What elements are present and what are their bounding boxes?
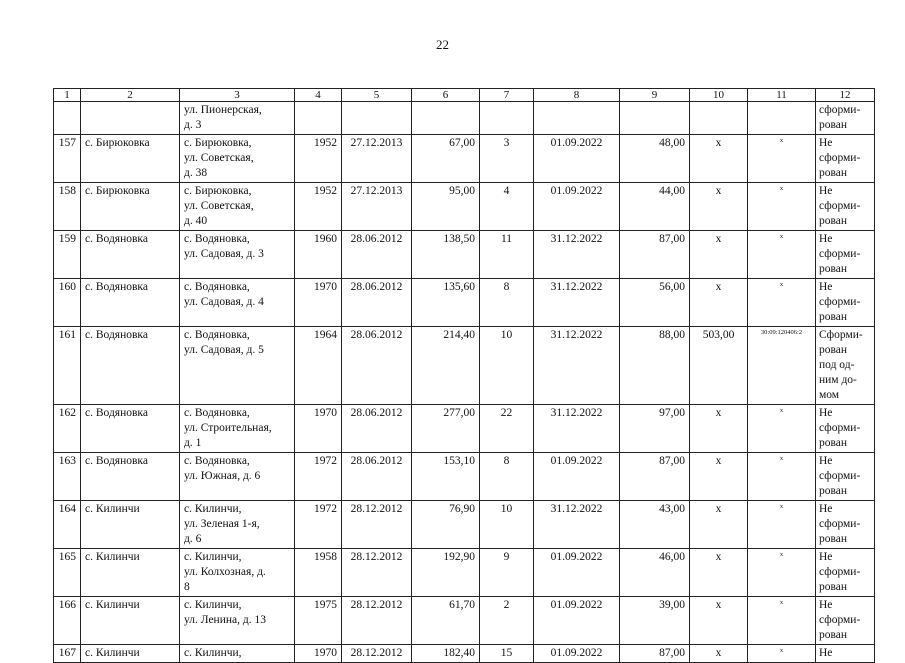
table-row: [54, 183, 875, 231]
table-row: [54, 549, 875, 597]
deadline-cell: 31.12.2022: [534, 501, 620, 549]
residents-cell: 22: [480, 405, 534, 453]
housing-table: [53, 88, 875, 663]
plot-status-cell: Не сформи- рован: [816, 231, 875, 279]
build-year-cell: 1975: [295, 597, 342, 645]
row-number-cell: 165: [54, 549, 81, 597]
table-row: [54, 645, 875, 663]
deadline-cell: 01.09.2022: [534, 135, 620, 183]
build-year-cell: 1960: [295, 231, 342, 279]
address-cell: с. Водяновка, ул. Южная, д. 6: [180, 453, 295, 501]
date-cell: 27.12.2013: [342, 135, 412, 183]
deadline-cell: [534, 102, 620, 135]
cadastral-number-cell: 30:09:120406:2: [748, 327, 816, 405]
wear-percent-cell: 44,00: [620, 183, 690, 231]
area-cell: 67,00: [412, 135, 480, 183]
column-header: 5: [342, 89, 412, 102]
date-cell: 28.06.2012: [342, 327, 412, 405]
wear-percent-cell: 88,00: [620, 327, 690, 405]
build-year-cell: 1964: [295, 327, 342, 405]
settlement-cell: с. Килинчи: [81, 549, 180, 597]
wear-percent-cell: 46,00: [620, 549, 690, 597]
residents-cell: 9: [480, 549, 534, 597]
address-cell: с. Водяновка, ул. Садовая, д. 4: [180, 279, 295, 327]
plot-status-cell: Не сформи- рован: [816, 405, 875, 453]
row-number-cell: 159: [54, 231, 81, 279]
deadline-cell: 01.09.2022: [534, 549, 620, 597]
deadline-cell: 31.12.2022: [534, 327, 620, 405]
deadline-cell: 31.12.2022: [534, 405, 620, 453]
cadastral-number-cell: x: [748, 597, 816, 645]
settlement-cell: [81, 102, 180, 135]
area-cell: 138,50: [412, 231, 480, 279]
plot-area-cell: x: [690, 597, 748, 645]
settlement-cell: с. Бирюковка: [81, 183, 180, 231]
column-header: 10: [690, 89, 748, 102]
cadastral-number-cell: x: [748, 135, 816, 183]
deadline-cell: 31.12.2022: [534, 279, 620, 327]
column-header: 3: [180, 89, 295, 102]
table-row: [54, 135, 875, 183]
date-cell: [342, 102, 412, 135]
page-number: 22: [436, 37, 449, 52]
build-year-cell: 1958: [295, 549, 342, 597]
date-cell: 28.12.2012: [342, 645, 412, 663]
row-number-cell: 164: [54, 501, 81, 549]
cadastral-number-cell: x: [748, 501, 816, 549]
address-cell: с. Водяновка, ул. Строительная, д. 1: [180, 405, 295, 453]
wear-percent-cell: 39,00: [620, 597, 690, 645]
build-year-cell: 1972: [295, 453, 342, 501]
build-year-cell: 1952: [295, 135, 342, 183]
table-row: [54, 597, 875, 645]
cadastral-number-cell: x: [748, 231, 816, 279]
area-cell: 277,00: [412, 405, 480, 453]
column-header: 12: [816, 89, 875, 102]
address-cell: с. Водяновка, ул. Садовая, д. 3: [180, 231, 295, 279]
cadastral-number-cell: x: [748, 279, 816, 327]
address-cell: ул. Пионерская, д. 3: [180, 102, 295, 135]
row-number-cell: 162: [54, 405, 81, 453]
cadastral-number-cell: x: [748, 405, 816, 453]
address-cell: с. Килинчи, ул. Ленина, д. 13: [180, 597, 295, 645]
date-cell: 27.12.2013: [342, 183, 412, 231]
plot-status-cell: сформи- рован: [816, 102, 875, 135]
plot-status-cell: Не сформи- рован: [816, 279, 875, 327]
area-cell: 95,00: [412, 183, 480, 231]
area-cell: [412, 102, 480, 135]
row-number-cell: 160: [54, 279, 81, 327]
settlement-cell: с. Водяновка: [81, 279, 180, 327]
address-cell: с. Бирюковка, ул. Советская, д. 38: [180, 135, 295, 183]
cadastral-number-cell: x: [748, 183, 816, 231]
date-cell: 28.06.2012: [342, 231, 412, 279]
column-header: 4: [295, 89, 342, 102]
row-number-cell: 161: [54, 327, 81, 405]
date-cell: 28.06.2012: [342, 279, 412, 327]
cadastral-number-cell: [748, 102, 816, 135]
settlement-cell: с. Водяновка: [81, 405, 180, 453]
plot-status-cell: Сформи- рован под од- ним до- мом: [816, 327, 875, 405]
deadline-cell: 31.12.2022: [534, 231, 620, 279]
wear-percent-cell: 87,00: [620, 231, 690, 279]
plot-area-cell: x: [690, 279, 748, 327]
address-cell: с. Килинчи, ул. Колхозная, д. 8: [180, 549, 295, 597]
column-header: 7: [480, 89, 534, 102]
cadastral-number-cell: x: [748, 549, 816, 597]
row-number-cell: 166: [54, 597, 81, 645]
row-number-cell: 157: [54, 135, 81, 183]
table-body: [54, 102, 875, 663]
residents-cell: 11: [480, 231, 534, 279]
plot-area-cell: [690, 102, 748, 135]
row-number-cell: [54, 102, 81, 135]
area-cell: 214,40: [412, 327, 480, 405]
settlement-cell: с. Водяновка: [81, 453, 180, 501]
table-row: [54, 453, 875, 501]
column-header: 9: [620, 89, 690, 102]
date-cell: 28.12.2012: [342, 549, 412, 597]
wear-percent-cell: 87,00: [620, 645, 690, 663]
plot-area-cell: x: [690, 453, 748, 501]
settlement-cell: с. Бирюковка: [81, 135, 180, 183]
build-year-cell: 1972: [295, 501, 342, 549]
table-row: [54, 405, 875, 453]
plot-area-cell: x: [690, 501, 748, 549]
wear-percent-cell: 43,00: [620, 501, 690, 549]
wear-percent-cell: 97,00: [620, 405, 690, 453]
settlement-cell: с. Килинчи: [81, 501, 180, 549]
address-cell: с. Бирюковка, ул. Советская, д. 40: [180, 183, 295, 231]
build-year-cell: 1952: [295, 183, 342, 231]
residents-cell: 4: [480, 183, 534, 231]
plot-status-cell: Не сформи- рован: [816, 501, 875, 549]
area-cell: 153,10: [412, 453, 480, 501]
table-row: [54, 102, 875, 135]
table-row: [54, 279, 875, 327]
settlement-cell: с. Водяновка: [81, 327, 180, 405]
deadline-cell: 01.09.2022: [534, 453, 620, 501]
build-year-cell: [295, 102, 342, 135]
area-cell: 182,40: [412, 645, 480, 663]
column-header: 8: [534, 89, 620, 102]
address-cell: с. Килинчи,: [180, 645, 295, 663]
address-cell: с. Килинчи, ул. Зеленая 1-я, д. 6: [180, 501, 295, 549]
address-cell: с. Водяновка, ул. Садовая, д. 5: [180, 327, 295, 405]
plot-status-cell: Не сформи- рован: [816, 597, 875, 645]
plot-area-cell: x: [690, 231, 748, 279]
plot-area-cell: 503,00: [690, 327, 748, 405]
area-cell: 61,70: [412, 597, 480, 645]
table-row: [54, 231, 875, 279]
row-number-cell: 163: [54, 453, 81, 501]
wear-percent-cell: 56,00: [620, 279, 690, 327]
build-year-cell: 1970: [295, 405, 342, 453]
column-header: 2: [81, 89, 180, 102]
residents-cell: 10: [480, 327, 534, 405]
area-cell: 135,60: [412, 279, 480, 327]
settlement-cell: с. Килинчи: [81, 645, 180, 663]
deadline-cell: 01.09.2022: [534, 183, 620, 231]
build-year-cell: 1970: [295, 279, 342, 327]
residents-cell: 3: [480, 135, 534, 183]
row-number-cell: 158: [54, 183, 81, 231]
area-cell: 76,90: [412, 501, 480, 549]
column-header: 1: [54, 89, 81, 102]
deadline-cell: 01.09.2022: [534, 645, 620, 663]
settlement-cell: с. Килинчи: [81, 597, 180, 645]
residents-cell: 15: [480, 645, 534, 663]
plot-status-cell: Не сформи- рован: [816, 453, 875, 501]
plot-area-cell: x: [690, 405, 748, 453]
residents-cell: 8: [480, 279, 534, 327]
residents-cell: 8: [480, 453, 534, 501]
residents-cell: 2: [480, 597, 534, 645]
plot-area-cell: x: [690, 645, 748, 663]
settlement-cell: с. Водяновка: [81, 231, 180, 279]
date-cell: 28.06.2012: [342, 453, 412, 501]
cadastral-number-cell: x: [748, 645, 816, 663]
plot-status-cell: Не: [816, 645, 875, 663]
column-header: 11: [748, 89, 816, 102]
plot-status-cell: Не сформи- рован: [816, 183, 875, 231]
residents-cell: 10: [480, 501, 534, 549]
plot-area-cell: x: [690, 549, 748, 597]
plot-status-cell: Не сформи- рован: [816, 549, 875, 597]
date-cell: 28.06.2012: [342, 405, 412, 453]
cadastral-number-cell: x: [748, 453, 816, 501]
deadline-cell: 01.09.2022: [534, 597, 620, 645]
plot-area-cell: x: [690, 135, 748, 183]
residents-cell: [480, 102, 534, 135]
wear-percent-cell: 48,00: [620, 135, 690, 183]
plot-status-cell: Не сформи- рован: [816, 135, 875, 183]
area-cell: 192,90: [412, 549, 480, 597]
table-row: [54, 327, 875, 405]
column-number-row: [54, 89, 875, 102]
date-cell: 28.12.2012: [342, 597, 412, 645]
wear-percent-cell: 87,00: [620, 453, 690, 501]
plot-area-cell: x: [690, 183, 748, 231]
column-header: 6: [412, 89, 480, 102]
table-row: [54, 501, 875, 549]
build-year-cell: 1970: [295, 645, 342, 663]
date-cell: 28.12.2012: [342, 501, 412, 549]
wear-percent-cell: [620, 102, 690, 135]
row-number-cell: 167: [54, 645, 81, 663]
